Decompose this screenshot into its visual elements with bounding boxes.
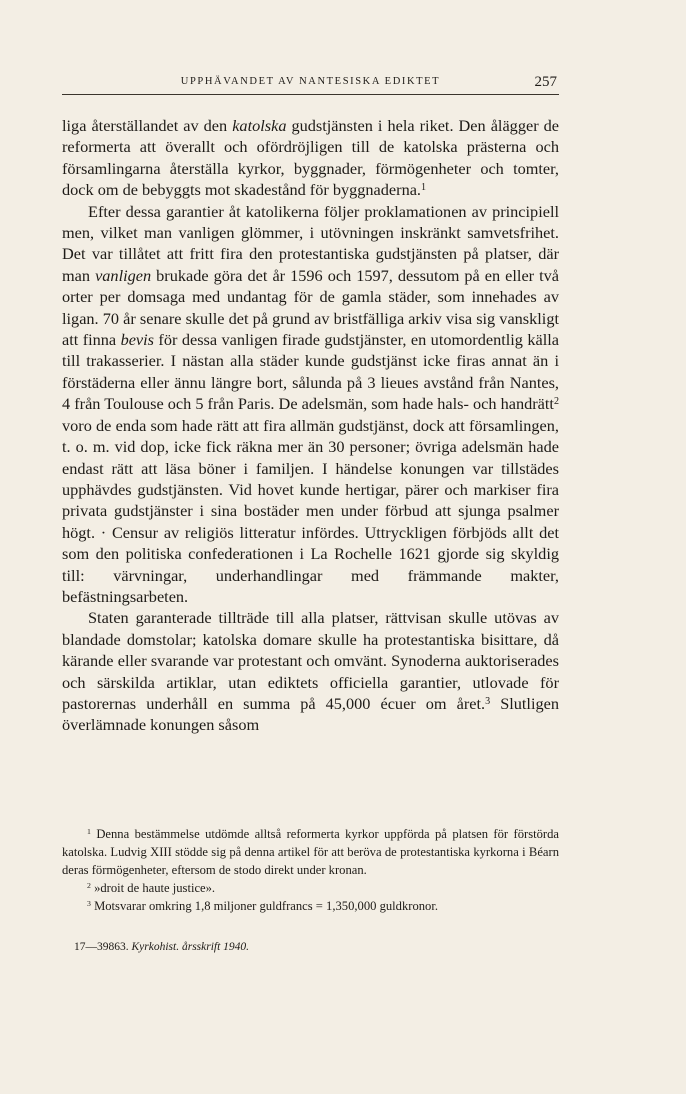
text-run: Slutligen överlämnade konungen såsom [62, 693, 559, 735]
text-run: brukade göra det år 1596 och 1597, dessutom på en eller två orter per domsaga med undantag för de gamla städer, som innehades av ligan. 70 år senare skulle det på grund av bristfälliga arkiv visa sig vanskligt att finna [62, 265, 559, 350]
footnote-ref: 2 [553, 396, 559, 408]
page-number: 257 [534, 74, 557, 90]
footnote-text: Denna bestämmelse utdömde alltså reformerta kyrkor uppförda på platsen för förstörda katolska. Ludvig XIII stödde sig på denna artikel för att beröva de protestantiska kyrkorna i Béarn deras förmögenheter, eftersom de stodo direkt under kronan. [62, 827, 559, 877]
italic-term: katolska [232, 116, 287, 135]
footnote-text: Motsvarar omkring 1,8 miljoner guldfrancs = 1,350,000 guldkronor. [94, 899, 438, 913]
text-run: Staten garanterade tillträde till alla platser, rättvisan skulle utövas av blandade domstolar; katolska domare skulle ha protestantiska bisittare, då kärande eller svarande var protestant och omvänt. Synoderna auktoriserades och särskilda artiklar, utan ediktets officiella garantier, utlovade för pastorernas underhåll en summa på 45,000 écuer om året. [62, 608, 559, 713]
text-run: för dessa vanligen firade gudstjänster, en utomordentlig källa till trakasserier. I nästan alla städer kunde gudstjänst icke firas annat än i förstäderna eller ännu längre bort, sålunda på 3 lieues avstånd från Nantes, 4 från Toulouse och 5 från Paris. De adelsmän, som hade hals- och handrätt [62, 330, 559, 414]
text-run: Efter dessa garantier åt katolikerna följer proklamationen av principiell men, vilket man vanligen glömmer, i utövningen inskränkt samvetsfrihet. Det var tillåtet att fritt fira den protestantiska gudstjänsten på platser, där man [62, 201, 559, 285]
printer-imprint [74, 941, 249, 953]
running-title: UPPHÄVANDET AV NANTESISKA EDIKTET [180, 76, 441, 87]
italic-term: vanligen [95, 265, 152, 285]
footnote-mark: 2 [87, 881, 91, 891]
footnote-text: »droit de haute justice». [94, 881, 216, 895]
footnote [62, 897, 559, 915]
paragraph-2 [62, 201, 559, 608]
text-run: liga återställandet av den [62, 116, 233, 135]
running-header [62, 76, 559, 95]
footnote-ref: 1 [421, 182, 427, 194]
footnote [62, 879, 559, 897]
footnote [62, 825, 559, 879]
italic-term: bevis [120, 330, 155, 350]
text-run: voro de enda som hade rätt att fira allmän gudstjänst, dock att församlingen, t. o. m. vid dop, icke fick räkna mer än 30 personer; övriga adelsmän hade endast rätt att läsa böner i familjen. I händelse konungen var tillstädes upphävdes gudstjänsten. Vid hovet kunde hertigar, pärer och markiser fira privata gudstjänster i sina bostäder men under förbud att sjunga psalmer högt. · Censur av religiös litteratur infördes. Uttryckligen förbjöds allt det som den politiska confederationen i La Rochelle 1621 gjorde sig skyldig till: värvningar, underhandlingar med främmande makter, befästningsarbeten. [62, 415, 559, 606]
paragraph-1 [62, 115, 559, 201]
body-text [62, 115, 559, 736]
source-title: Kyrkohist. årsskrift 1940. [131, 941, 250, 953]
text-run: gudstjänsten i hela riket. Den ålägger de reformerta att överallt och ofördröjligen till de katolska prästerna och församlingarna återställa kyrkor, byggnader, förmögenheter och tomter, dock om de bebyggts mot skadestånd för byggnaderna. [62, 116, 560, 200]
signature-mark: 17—39863. [74, 941, 129, 953]
footnote-mark: 1 [87, 827, 91, 837]
paragraph-3 [62, 607, 559, 735]
footnotes [62, 825, 559, 915]
footnote-mark: 3 [87, 899, 91, 909]
footnote-ref: 3 [485, 695, 491, 707]
